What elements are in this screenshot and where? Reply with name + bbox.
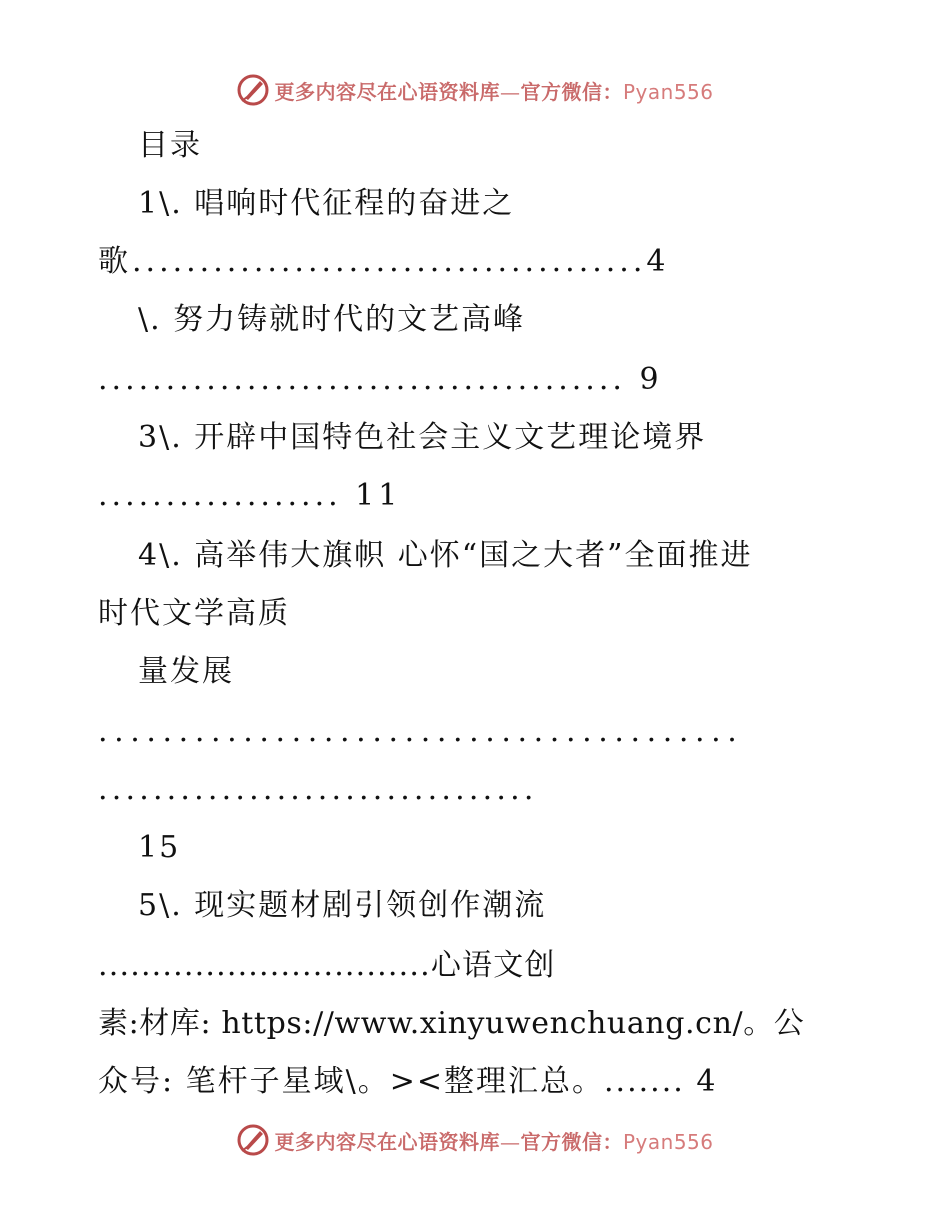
toc-line-15: 素:材库: https://www.xinyuwenchuang.cn/。公: [98, 1006, 805, 1041]
toc-line-2: 歌......................................4: [98, 244, 670, 279]
header-wechat-account: Pyan556: [622, 79, 714, 104]
toc-line-11: ................................: [98, 772, 538, 807]
header-wechat-label: 官方微信：: [520, 79, 623, 104]
footer-site-text: 更多内容尽在心语资料库: [274, 1129, 500, 1154]
toc-line-3: \. 努力铸就时代的文艺高峰: [138, 302, 526, 337]
quill-logo-icon: [236, 73, 270, 107]
toc-line-5: 3\. 开辟中国特色社会主义文艺理论境界: [138, 420, 707, 455]
toc-line-13: 5\. 现实题材剧引领创作潮流: [138, 888, 547, 923]
toc-line-1: 1\. 唱响时代征程的奋进之: [138, 186, 515, 221]
footer-text: [274, 1126, 713, 1155]
toc-line-7: 4\. 高举伟大旗帜 心怀“国之大者”全面推进: [138, 538, 753, 573]
page-header: [0, 70, 950, 110]
toc-line-10: ........................................: [98, 714, 744, 749]
toc-line-9: 量发展: [138, 654, 234, 689]
toc-line-4: ....................................... 9: [98, 362, 663, 397]
footer-wechat-account: Pyan556: [622, 1129, 714, 1154]
footer-separator: —: [499, 1129, 521, 1154]
header-text: [274, 76, 713, 105]
toc-title: 目录: [138, 128, 202, 163]
header-separator: —: [499, 79, 521, 104]
footer-wechat-label: 官方微信：: [520, 1129, 623, 1154]
toc-line-6: .................. 11: [98, 478, 402, 513]
quill-logo-icon: [236, 1123, 270, 1157]
header-site-text: 更多内容尽在心语资料库: [274, 79, 500, 104]
toc-line-16: 众号: 笔杆子星域\。><整理汇总。....... 4: [98, 1064, 718, 1099]
page-footer: [0, 1120, 950, 1160]
toc-line-14: ...............................心语文创: [98, 948, 556, 983]
toc-line-8: 时代文学高质: [98, 596, 290, 631]
toc-line-12: 15: [138, 830, 181, 865]
